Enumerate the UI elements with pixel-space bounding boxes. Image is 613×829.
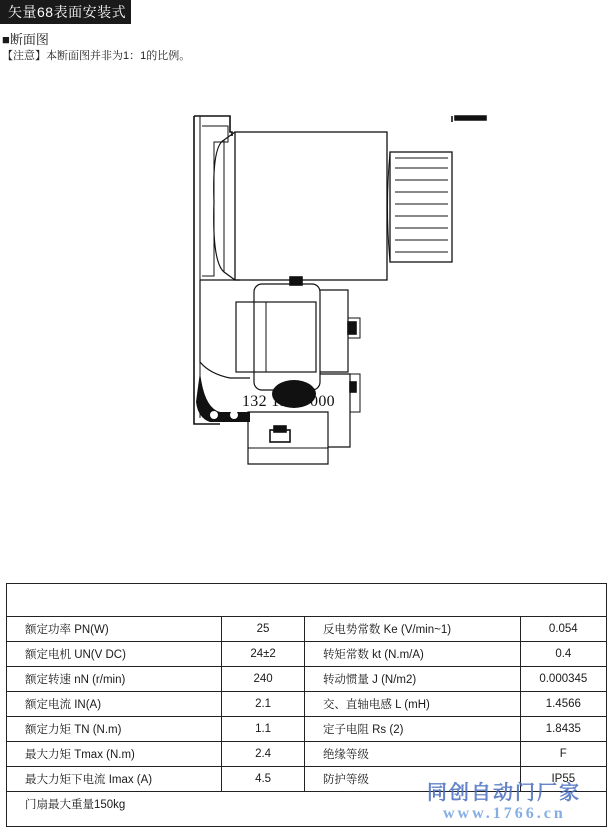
table-row bbox=[7, 717, 606, 742]
watermark-url: www.1766.cn bbox=[443, 805, 566, 822]
spec-value: 1.8435 bbox=[520, 717, 606, 742]
spec-param-label: 防护等级 bbox=[304, 767, 520, 792]
spec-value: 1.1 bbox=[222, 717, 305, 742]
section-heading: ■断面图 bbox=[2, 32, 49, 47]
spec-value: 0.4 bbox=[520, 642, 606, 667]
spec-param-label: 反电势常数 Ke (V/min~1) bbox=[304, 617, 520, 642]
spec-param-label: 最大力矩 Tmax (N.m) bbox=[7, 742, 222, 767]
table-row bbox=[7, 667, 606, 692]
table-row bbox=[7, 617, 606, 642]
table-row bbox=[7, 742, 606, 767]
table-row bbox=[7, 692, 606, 717]
spec-param-label: 额定电机 UN(V DC) bbox=[7, 642, 222, 667]
spec-value: IP55 bbox=[520, 767, 606, 792]
cross-section-drawing bbox=[190, 112, 490, 468]
spec-value: 2.1 bbox=[222, 692, 305, 717]
spec-param-label: 定子电阻 Rs (2) bbox=[304, 717, 520, 742]
spec-value: 24±2 bbox=[222, 642, 305, 667]
spec-param-label: 额定力矩 TN (N.m) bbox=[7, 717, 222, 742]
spec-param-label: 交、直轴电感 L (mH) bbox=[304, 692, 520, 717]
page-title: 矢量68表面安装式 bbox=[0, 0, 131, 24]
spec-value: F bbox=[520, 742, 606, 767]
spec-value: 0.000345 bbox=[520, 667, 606, 692]
spec-param-label: 额定电流 IN(A) bbox=[7, 692, 222, 717]
spec-param-label: 转动惯量 J (N/m2) bbox=[304, 667, 520, 692]
spec-value: 4.5 bbox=[222, 767, 305, 792]
phone-overlay-text: 132 159-7000 bbox=[242, 393, 335, 410]
spec-value: 1.4566 bbox=[520, 692, 606, 717]
table-row bbox=[7, 642, 606, 667]
spec-param-label: 绝缘等级 bbox=[304, 742, 520, 767]
spec-value: 25 bbox=[222, 617, 305, 642]
scale-note: 【注意】本断面图并非为1：1的比例。 bbox=[2, 50, 191, 62]
spec-param-label: 最大力矩下电流 Imax (A) bbox=[7, 767, 222, 792]
spec-param-label: 转矩常数 kt (N.m/A) bbox=[304, 642, 520, 667]
spec-param-label: 额定功率 PN(W) bbox=[7, 617, 222, 642]
watermark-company: 同创自动门厂家 bbox=[427, 782, 581, 804]
max-door-weight: 门扇最大重量150kg bbox=[7, 792, 606, 817]
spec-value: 240 bbox=[222, 667, 305, 692]
spec-value: 2.4 bbox=[222, 742, 305, 767]
spec-value: 0.054 bbox=[520, 617, 606, 642]
spec-param-label: 额定转速 nN (r/min) bbox=[7, 667, 222, 692]
